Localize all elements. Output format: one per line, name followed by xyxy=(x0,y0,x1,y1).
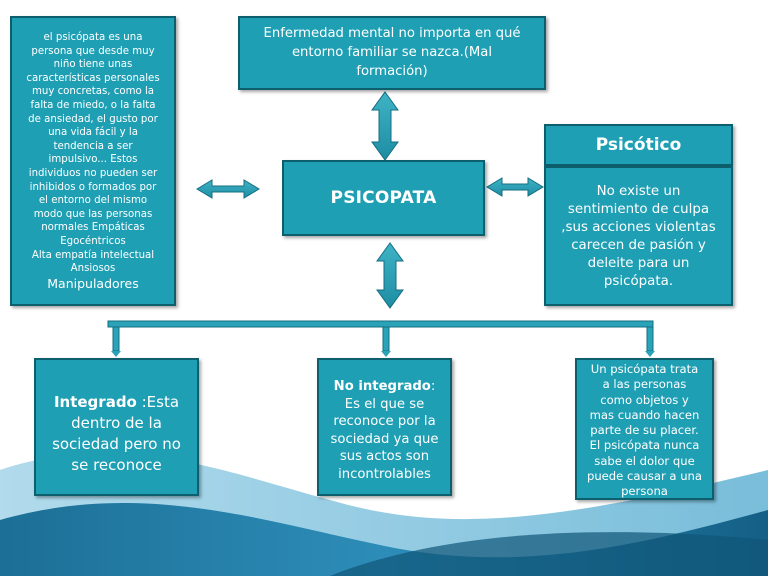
psicotico-line: carecen de pasión y xyxy=(571,238,706,253)
left-line: tendencia a ser xyxy=(53,140,133,152)
arrow-left-center xyxy=(197,180,259,198)
no-integrado-line: incontrolables xyxy=(338,466,431,482)
no-integrado-colon: : xyxy=(430,379,436,394)
left-line: muy concretas, como la xyxy=(31,86,155,98)
center-box xyxy=(282,160,485,236)
psicotico-line: deleite para un xyxy=(587,256,690,271)
left-line: inhibidos o formados por xyxy=(29,181,157,193)
left-line: de ansiedad, el gusto por xyxy=(28,113,158,125)
integrado-heading xyxy=(38,392,195,413)
left-line: modo que las personas xyxy=(33,208,153,220)
top-box xyxy=(238,16,546,90)
integrado-title: Integrado xyxy=(53,393,137,411)
left-line: Ansiosos xyxy=(70,263,116,275)
right-bottom-line: como objetos y xyxy=(600,392,689,407)
left-line: niño tiene unas xyxy=(53,59,133,71)
no-integrado-line: sociedad ya que xyxy=(330,431,439,447)
left-line-last: Manipuladores xyxy=(47,275,139,291)
left-line: individuos no pueden ser xyxy=(28,167,158,179)
no-integrado-box xyxy=(317,358,452,496)
arrow-right-center xyxy=(487,178,543,196)
right-bottom-line: a las personas xyxy=(602,377,687,392)
right-bottom-line: El psicópata nunca xyxy=(589,438,700,453)
no-integrado-line: reconoce por la xyxy=(333,414,436,430)
right-bottom-line: mas cuando hacen xyxy=(589,407,700,422)
integrado-first-rest: :Esta xyxy=(136,393,180,411)
left-line: impulsivo... Estos xyxy=(48,154,138,166)
psicotico-text-box xyxy=(544,166,733,306)
no-integrado-line: sus actos son xyxy=(339,449,430,465)
no-integrado-heading xyxy=(321,378,448,396)
left-line: Egocéntricos xyxy=(60,235,126,247)
left-line: Alta empatía intelectual xyxy=(31,249,155,261)
psicotico-title: Psicótico xyxy=(595,135,682,155)
no-integrado-title: No integrado xyxy=(333,379,431,394)
left-line: características personales xyxy=(26,72,160,84)
top-line: formación) xyxy=(356,64,428,79)
integrado-line: dentro de la xyxy=(71,414,162,432)
left-line: el psicópata es una xyxy=(43,32,143,43)
psicotico-line: sentimiento de culpa xyxy=(567,202,710,217)
right-bottom-box xyxy=(575,358,714,500)
left-line: una vida fácil y la xyxy=(48,127,138,139)
integrado-line: sociedad pero no xyxy=(52,435,181,453)
left-line: normales Empáticas xyxy=(41,222,145,234)
center-title: PSICOPATA xyxy=(330,188,437,208)
arrow-center-bottom xyxy=(377,243,403,308)
description-box-left xyxy=(10,16,176,306)
right-bottom-line: parte de su placer. xyxy=(590,423,699,438)
top-line: Enfermedad mental no importa en qué xyxy=(263,26,521,41)
top-line: entorno familiar se nazca.(Mal xyxy=(291,45,493,60)
left-line: el entorno del mismo xyxy=(38,195,148,207)
no-integrado-line: Es el que se xyxy=(344,396,425,412)
integrado-line: se reconoce xyxy=(71,456,162,474)
left-line: falta de miedo, o la falta xyxy=(30,99,156,111)
psicotico-line: No existe un xyxy=(596,184,681,199)
branch-connector xyxy=(108,321,655,357)
right-bottom-line: persona xyxy=(621,484,668,499)
integrado-box xyxy=(34,358,199,496)
right-bottom-line: puede causar a una xyxy=(586,469,703,484)
psicotico-title-box xyxy=(544,124,733,166)
left-line: persona que desde muy xyxy=(31,45,155,57)
psicotico-line: ,sus acciones violentas xyxy=(561,220,716,235)
right-bottom-line: Un psicópata trata xyxy=(590,362,699,376)
arrow-top-center xyxy=(372,92,398,160)
psicotico-line: psicópata. xyxy=(603,274,674,289)
right-bottom-line: sabe el dolor que xyxy=(594,453,695,468)
